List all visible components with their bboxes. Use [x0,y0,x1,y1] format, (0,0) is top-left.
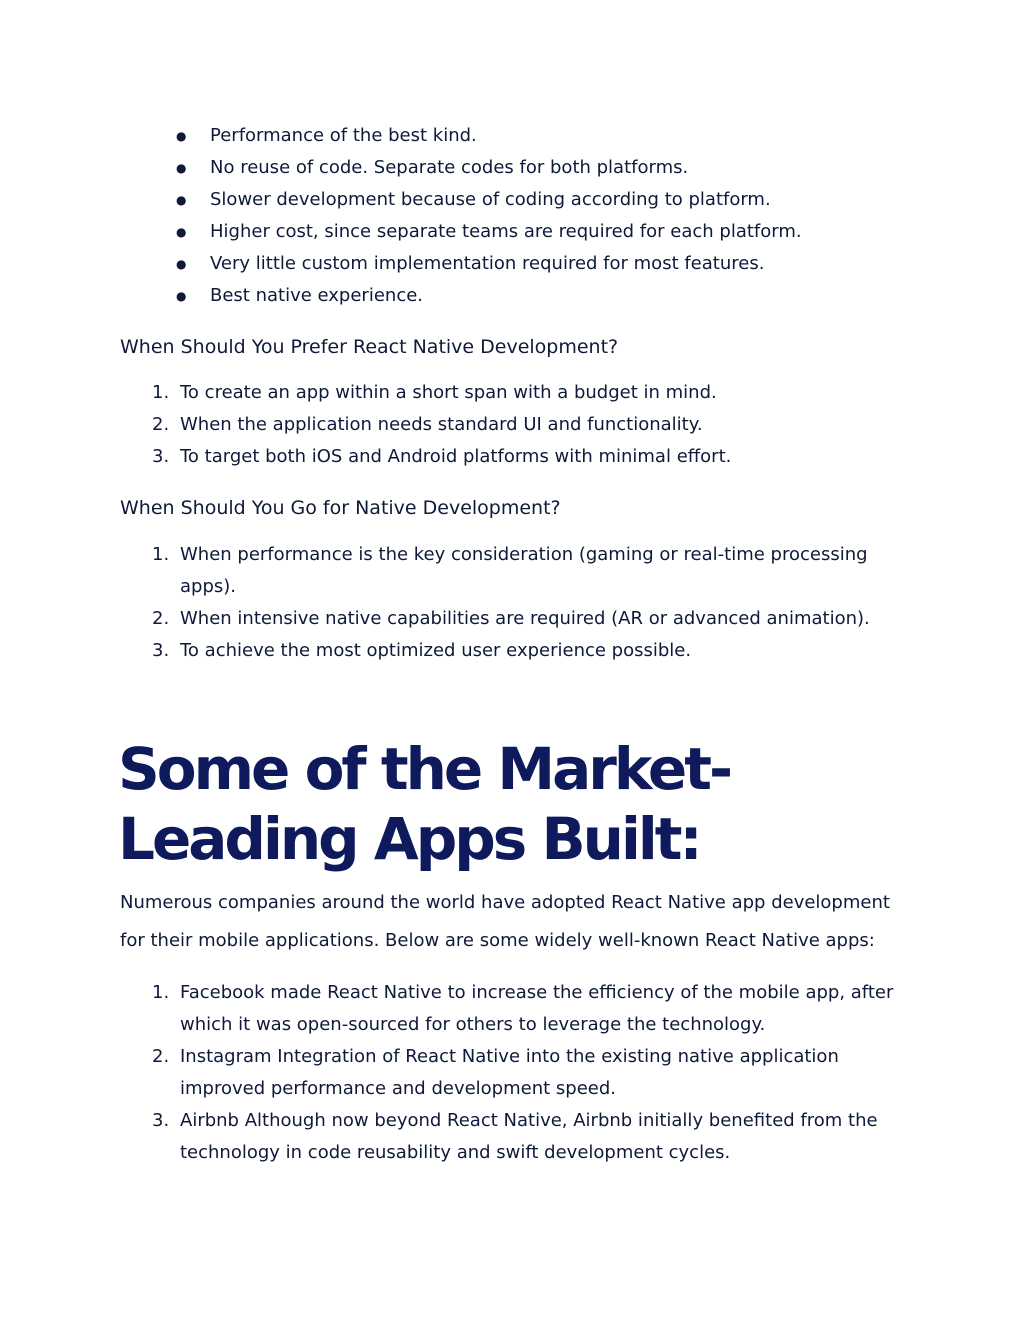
list-item: ● Higher cost, since separate teams are required for each platform. [120,216,802,248]
list-text: To create an app within a short span with a budget in mind. [180,382,717,403]
native-list [120,539,905,667]
list-number: 2. [152,608,170,629]
list-item: ● Very little custom implementation required for most features. [120,248,802,280]
list-text: When performance is the key consideration (gaming or real-time processing apps). [180,544,868,597]
list-text: To target both iOS and Android platforms with minimal effort. [180,446,732,467]
list-item: ● Best native experience. [120,280,802,312]
market-apps-list [120,977,905,1169]
list-number: 2. [152,414,170,435]
native-heading: When Should You Go for Native Development? [120,497,561,519]
react-native-heading: When Should You Prefer React Native Development? [120,336,619,358]
list-text: To achieve the most optimized user experience possible. [180,640,692,661]
list-number: 1. [152,382,170,403]
list-text: Airbnb Although now beyond React Native, Airbnb initially benefited from the technology in code reusability and swift development cycles. [180,1110,878,1163]
list-item [120,377,905,409]
list-item [120,977,905,1041]
list-item: ● No reuse of code. Separate codes for both platforms. [120,152,802,184]
list-item [120,441,905,473]
list-text: Instagram Integration of React Native into the existing native application improved performance and development speed. [180,1046,839,1099]
list-item [120,603,905,635]
list-item [120,1041,905,1105]
list-item: ● Slower development because of coding according to platform. [120,184,802,216]
list-text: Facebook made React Native to increase the efficiency of the mobile app, after which it was open-sourced for others to leverage the technology. [180,982,894,1035]
list-number: 3. [152,1110,170,1131]
list-item: ● Performance of the best kind. [120,120,802,152]
list-number: 3. [152,640,170,661]
list-item [120,539,905,603]
list-number: 3. [152,446,170,467]
list-text: When the application needs standard UI and functionality. [180,414,703,435]
intro-paragraph: Numerous companies around the world have adopted React Native app development for their mobile applications. Below are some widely well-known React Native apps: [120,892,890,951]
list-number: 2. [152,1046,170,1067]
list-text: When intensive native capabilities are required (AR or advanced animation). [180,608,870,629]
list-item [120,635,905,667]
react-native-list [120,377,905,473]
native-features-list [120,120,802,312]
list-item [120,409,905,441]
list-number: 1. [152,544,170,565]
page-title: Some of the Market-Leading Apps Built: [118,735,731,873]
list-number: 1. [152,982,170,1003]
list-item [120,1105,905,1169]
